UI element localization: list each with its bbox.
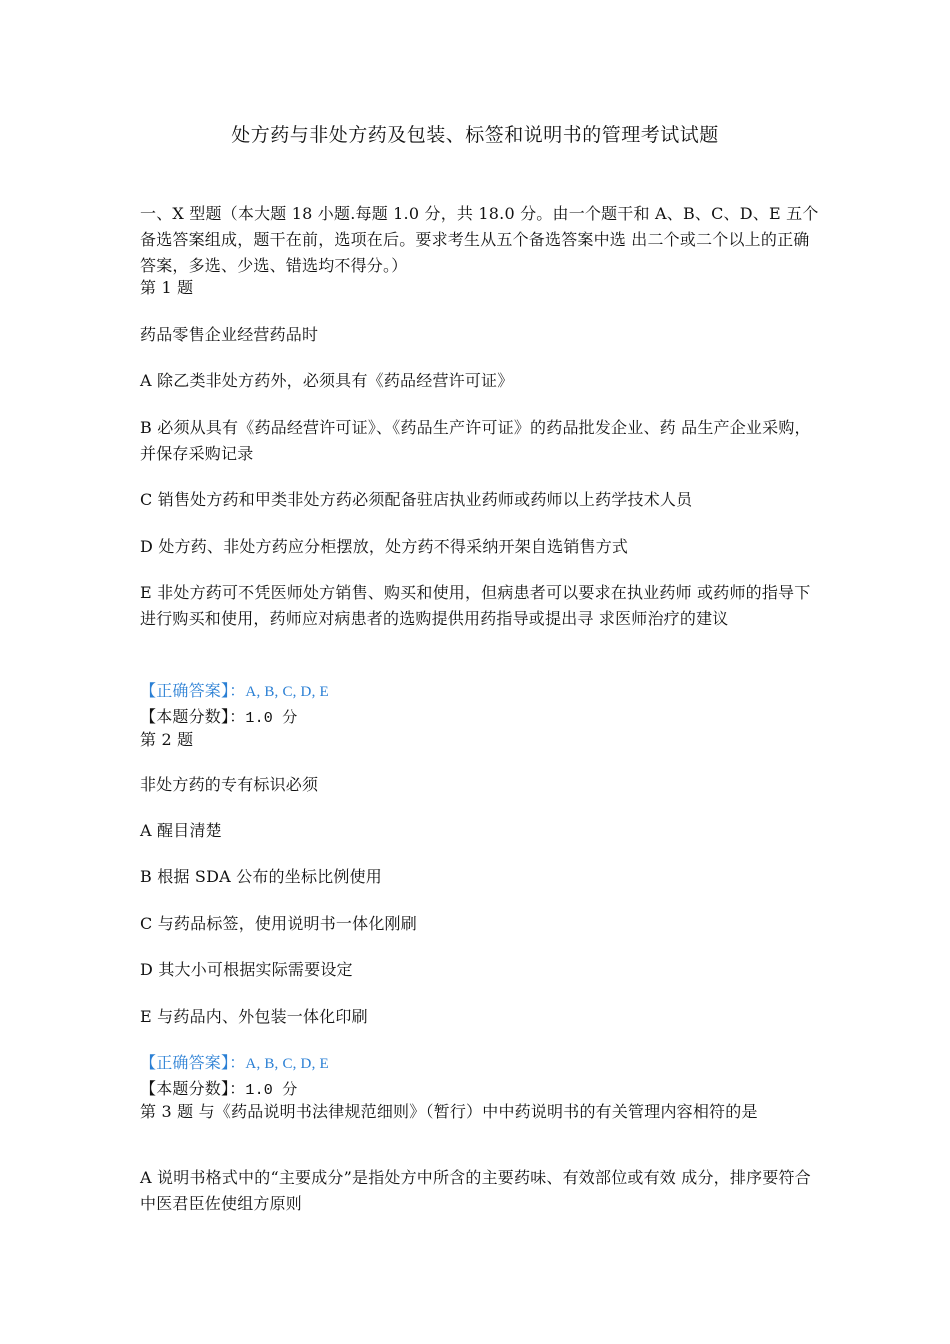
question-2-option-a: A 醒目清楚 (140, 821, 222, 840)
question-2-option-b: B 根据 SDA 公布的坐标比例使用 (140, 867, 382, 886)
question-2-option-d: D 其大小可根据实际需要设定 (140, 960, 353, 979)
score-separator: ： (229, 1079, 246, 1098)
question-1-option-e: E 非处方药可不凭医师处方销售、购买和使用，但病患者可以要求在执业药师 或药师的指导下进行购买和使用，药师应对病患者的选购提供用药指导或提出寻 求医师治疗的建议 (140, 583, 811, 628)
answer-value: A, B, C, D, E (245, 1056, 329, 1072)
question-2-number: 第 2 题 (140, 730, 194, 749)
question-2-option-c: C 与药品标签，使用说明书一体化刚刷 (140, 914, 417, 933)
question-1-answer (140, 678, 820, 705)
score-value: 1.0 分 (245, 710, 298, 727)
question-3-stem: 第 3 题 与《药品说明书法律规范细则》（暂行）中中药说明书的有关管理内容相符的是 (140, 1102, 758, 1121)
question-3-option-a: A 说明书格式中的“主要成分”是指处方中所含的主要药味、有效部位或有效 成分，排序要符合中医君臣佐使组方原则 (140, 1168, 811, 1213)
question-2-answer (140, 1050, 820, 1077)
question-1-stem: 药品零售企业经营药品时 (140, 325, 319, 344)
score-label: 【本题分数】 (140, 1079, 230, 1098)
question-2-option-e: E 与药品内、外包装一体化印刷 (140, 1007, 368, 1026)
question-2-stem: 非处方药的专有标识必须 (140, 775, 319, 794)
question-1-option-a: A 除乙类非处方药外，必须具有《药品经营许可证》 (140, 371, 514, 390)
answer-separator: ： (229, 681, 246, 700)
section-header: 一、X 型题（本大题 18 小题.每题 1.0 分，共 18.0 分。由一个题干和 A、B、C、D、E 五个备选答案组成，题干在前，选项在后。要求考生从五个备选答案中选 出二个或二个以上的正确答案，多选、少选、错选均不得分。） (140, 204, 819, 275)
answer-label: 【正确答案】 (140, 681, 230, 700)
question-1-option-c: C 销售处方药和甲类非处方药必须配备驻店执业药师或药师以上药学技术人员 (140, 490, 693, 509)
question-1-option-d: D 处方药、非处方药应分柜摆放，处方药不得采纳开架自选销售方式 (140, 537, 629, 556)
answer-label: 【正确答案】 (140, 1053, 230, 1072)
answer-separator: ： (229, 1053, 246, 1072)
score-value: 1.0 分 (245, 1082, 298, 1099)
document-title: 处方药与非处方药及包装、标签和说明书的管理考试试题 (231, 124, 719, 146)
answer-value: A, B, C, D, E (245, 684, 329, 700)
question-1-option-b: B 必须从具有《药品经营许可证》、《药品生产许可证》的药品批发企业、药 品生产企业采购，并保存采购记录 (140, 418, 811, 463)
score-separator: ： (229, 707, 246, 726)
question-1-number: 第 1 题 (140, 278, 194, 297)
score-label: 【本题分数】 (140, 707, 230, 726)
